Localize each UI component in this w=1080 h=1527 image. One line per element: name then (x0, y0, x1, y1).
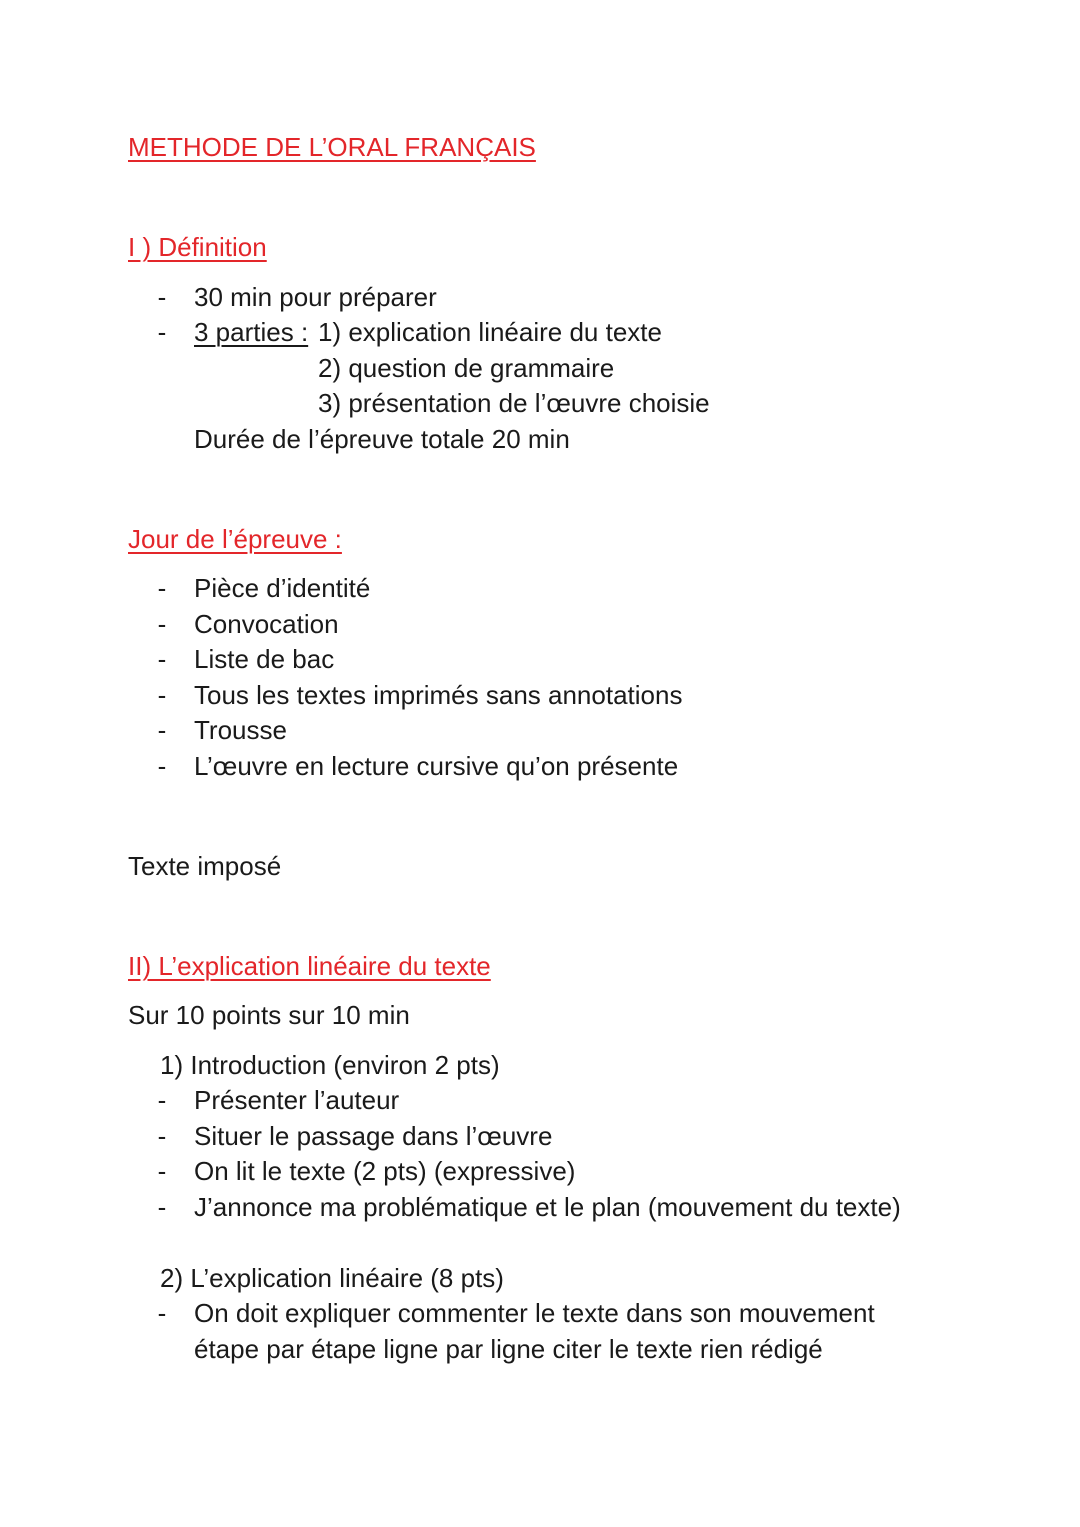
bullet-dash: - (157, 573, 167, 603)
page-title: METHODE DE L’ORAL FRANÇAIS (128, 132, 536, 162)
list-item: Pièce d’identité (194, 573, 371, 603)
bullet-dash: - (157, 1121, 167, 1151)
scoring-text: Sur 10 points sur 10 min (128, 1000, 410, 1030)
parts-label: 3 parties : (194, 317, 309, 347)
list-item: Convocation (194, 609, 339, 639)
bullet-dash: - (157, 1298, 167, 1328)
bullet-dash: - (157, 317, 167, 347)
imposed-text: Texte imposé (128, 851, 282, 881)
part-item: 3) présentation de l’œuvre choisie (318, 388, 710, 418)
duration-text: Durée de l’épreuve totale 20 min (194, 424, 570, 454)
list-item: Trousse (194, 715, 287, 745)
bullet-dash: - (157, 680, 167, 710)
list-item: On lit le texte (2 pts) (expressive) (194, 1156, 576, 1186)
section-heading-exam-day: Jour de l’épreuve : (128, 524, 342, 554)
list-item: Liste de bac (194, 644, 335, 674)
section-heading-definition: I ) Définition (128, 232, 267, 262)
bullet-dash: - (157, 609, 167, 639)
section-heading-explication: II) L’explication linéaire du texte (128, 951, 491, 981)
bullet-dash: - (157, 644, 167, 674)
list-item-continuation: étape par étape ligne par ligne citer le texte rien rédigé (194, 1334, 823, 1364)
part-item: 2) question de grammaire (318, 353, 615, 383)
list-item: Tous les textes imprimés sans annotations (194, 680, 683, 710)
subsection-title-explication: 2) L’explication linéaire (8 pts) (160, 1263, 504, 1293)
subsection-title-intro: 1) Introduction (environ 2 pts) (160, 1050, 500, 1080)
list-item: Situer le passage dans l’œuvre (194, 1121, 553, 1151)
list-item-prep: 30 min pour préparer (194, 282, 437, 312)
list-item: On doit expliquer commenter le texte dans son mouvement (194, 1298, 875, 1328)
bullet-dash: - (157, 715, 167, 745)
bullet-dash: - (157, 1192, 167, 1222)
part-item: 1) explication linéaire du texte (318, 317, 662, 347)
list-item: J’annonce ma problématique et le plan (mouvement du texte) (194, 1192, 901, 1222)
list-item: Présenter l’auteur (194, 1085, 400, 1115)
bullet-dash: - (157, 282, 167, 312)
bullet-dash: - (157, 1085, 167, 1115)
list-item: L’œuvre en lecture cursive qu’on présente (194, 751, 679, 781)
bullet-dash: - (157, 751, 167, 781)
bullet-dash: - (157, 1156, 167, 1186)
